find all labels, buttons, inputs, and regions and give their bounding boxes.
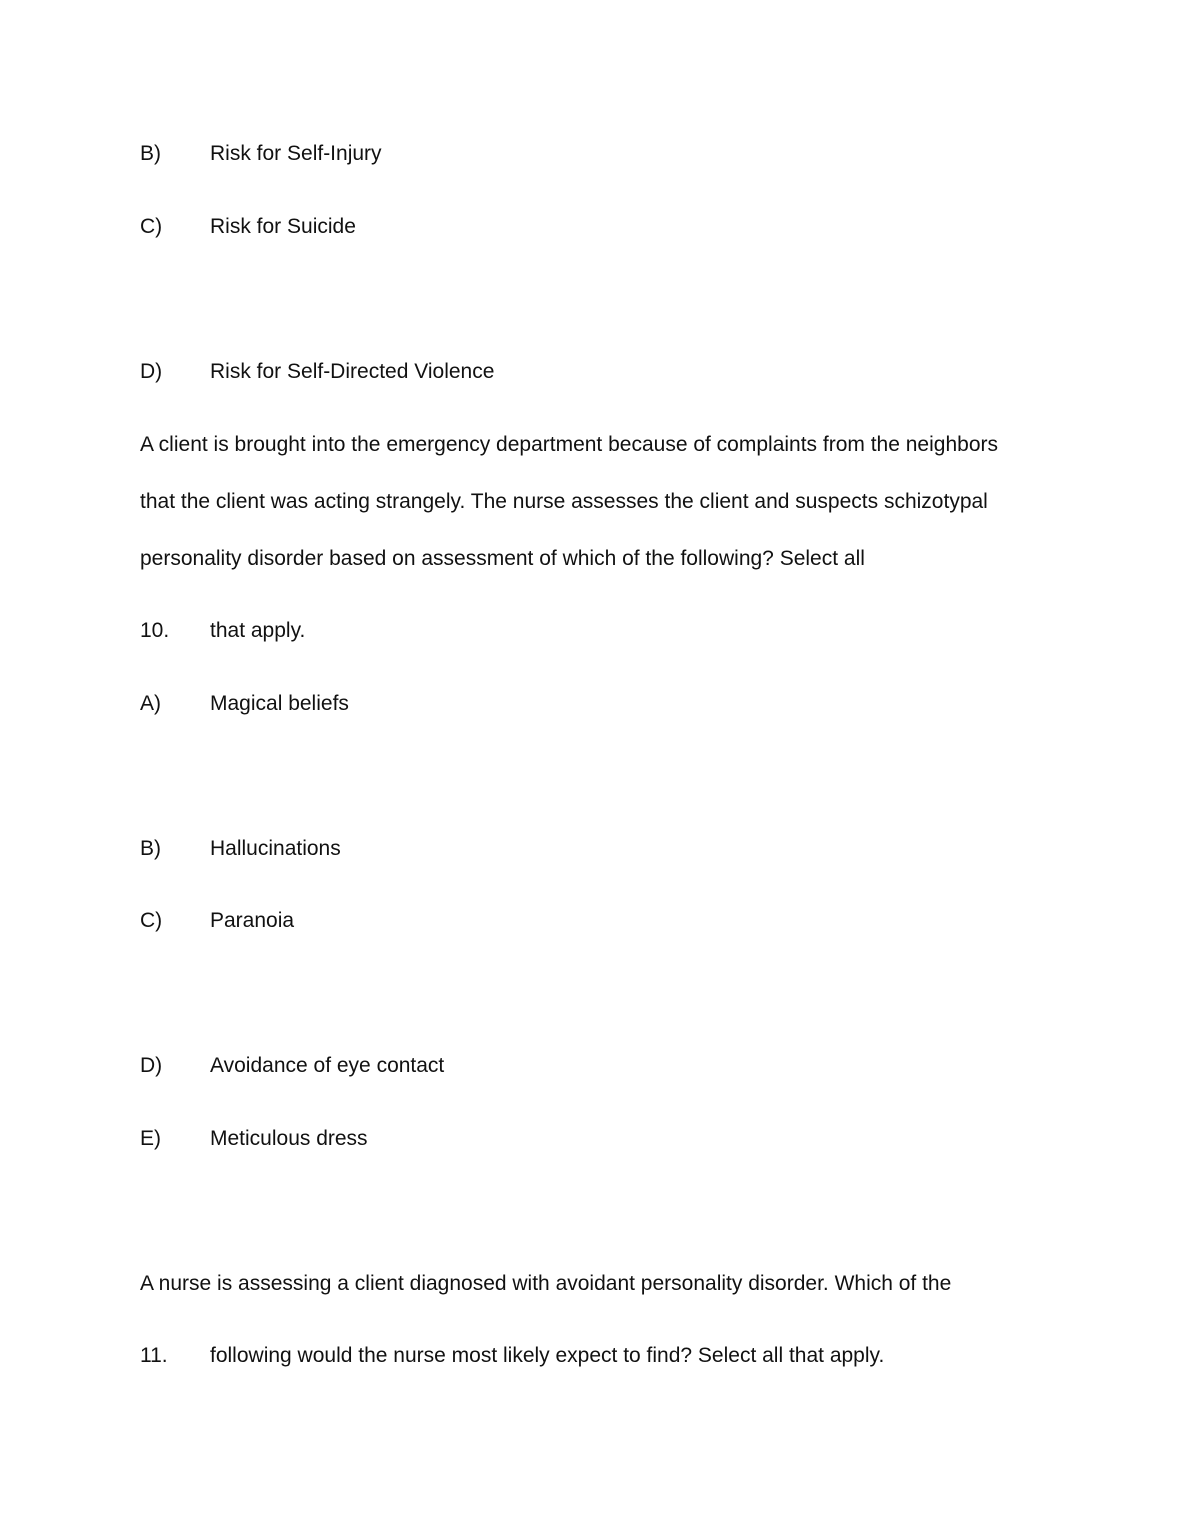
question-10-stem bbox=[140, 416, 1040, 587]
option-label: C) bbox=[140, 909, 163, 932]
stem-line: that the client was acting strangely. The nurse assesses the client and suspects schizotypal bbox=[140, 490, 988, 513]
stem-line: A nurse is assessing a client diagnosed with avoidant personality disorder. Which of the bbox=[140, 1272, 952, 1295]
option-label: A) bbox=[140, 692, 161, 715]
stem-tail: following would the nurse most likely expect to find? Select all that apply. bbox=[210, 1344, 885, 1367]
question-number: 11. bbox=[140, 1344, 168, 1367]
stem-line: personality disorder based on assessment of which of the following? Select all bbox=[140, 547, 865, 570]
option-text: Avoidance of eye contact bbox=[210, 1054, 445, 1077]
question-number: 10. bbox=[140, 619, 170, 642]
option-text: Magical beliefs bbox=[210, 692, 349, 715]
option-row bbox=[140, 139, 382, 169]
option-label: E) bbox=[140, 1127, 161, 1150]
option-text: Meticulous dress bbox=[210, 1127, 368, 1150]
option-text: Paranoia bbox=[210, 909, 295, 932]
option-label: D) bbox=[140, 360, 163, 383]
option-row bbox=[140, 906, 294, 936]
question-10-number-row bbox=[140, 616, 305, 646]
option-row bbox=[140, 1051, 444, 1081]
option-label: B) bbox=[140, 142, 161, 165]
question-11-number-row bbox=[140, 1341, 884, 1371]
option-row bbox=[140, 1124, 368, 1154]
option-row bbox=[140, 834, 341, 864]
option-text: Risk for Self-Injury bbox=[210, 142, 382, 165]
option-text: Hallucinations bbox=[210, 837, 341, 860]
option-label: C) bbox=[140, 215, 163, 238]
option-text: Risk for Suicide bbox=[210, 215, 356, 238]
option-text: Risk for Self-Directed Violence bbox=[210, 360, 495, 383]
stem-tail: that apply. bbox=[210, 619, 306, 642]
question-11-stem bbox=[140, 1269, 951, 1299]
stem-line: A client is brought into the emergency department because of complaints from the neighbors bbox=[140, 433, 998, 456]
option-row bbox=[140, 212, 356, 242]
option-label: B) bbox=[140, 837, 161, 860]
option-row bbox=[140, 689, 349, 719]
option-row bbox=[140, 357, 494, 387]
option-label: D) bbox=[140, 1054, 163, 1077]
